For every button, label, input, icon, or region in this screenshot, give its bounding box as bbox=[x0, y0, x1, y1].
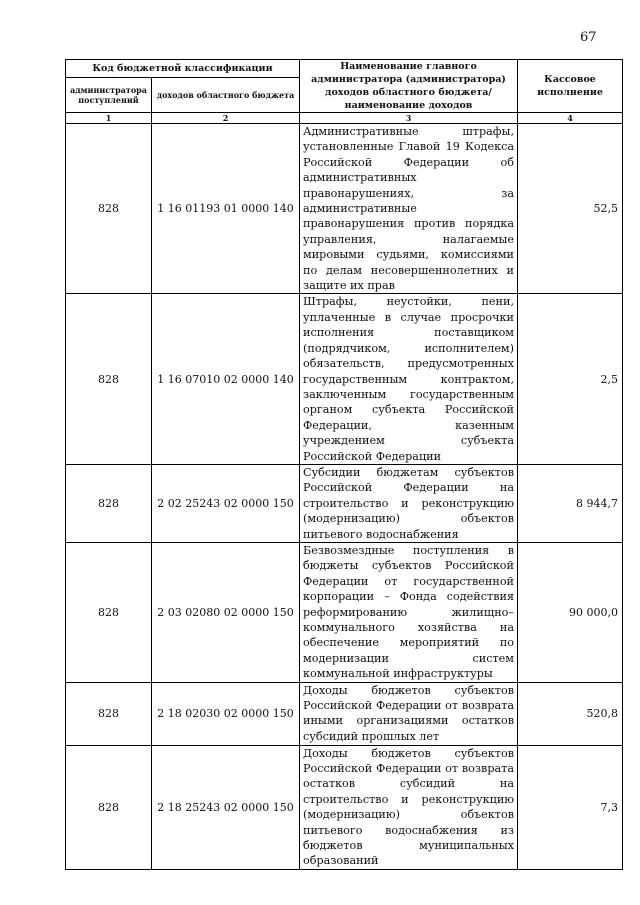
header-num-2: 2 bbox=[152, 113, 300, 124]
header-admin: администратора поступлений bbox=[66, 78, 152, 113]
income-name: Безвозмездные поступления в бюджеты субъектов Российской Федерации от государственной корпорации – Фонда содействия реформированию жилищно–коммунального хозяйства на обеспечение мероприятий по модернизации систем коммунальной инфраструктуры bbox=[300, 542, 518, 682]
header-name: Наименование главного администратора (администратора) доходов областного бюджета/ наименование доходов bbox=[300, 60, 518, 113]
income-code: 1 16 01193 01 0000 140 bbox=[152, 124, 300, 294]
page-number: 67 bbox=[580, 30, 597, 45]
amount: 90 000,0 bbox=[518, 542, 623, 682]
header-num-4: 4 bbox=[518, 113, 623, 124]
income-code: 2 18 02030 02 0000 150 bbox=[152, 682, 300, 745]
income-code: 1 16 07010 02 0000 140 bbox=[152, 294, 300, 464]
amount: 520,8 bbox=[518, 682, 623, 745]
income-code: 2 03 02080 02 0000 150 bbox=[152, 542, 300, 682]
amount: 52,5 bbox=[518, 124, 623, 294]
header-budget-classification: Код бюджетной классификации bbox=[66, 60, 300, 78]
table-row bbox=[66, 682, 623, 745]
header-num-3: 3 bbox=[300, 113, 518, 124]
table-row bbox=[66, 294, 623, 464]
income-name: Административные штрафы, установленные Главой 19 Кодекса Российской Федерации об административных правонарушениях, за административные правонарушения против порядка управления, налагаемые мировыми судьями, комиссиями по делам несовершеннолетних и защите их прав bbox=[300, 124, 518, 294]
table-row bbox=[66, 745, 623, 869]
income-code: 2 18 25243 02 0000 150 bbox=[152, 745, 300, 869]
amount: 7,3 bbox=[518, 745, 623, 869]
admin-code: 828 bbox=[66, 542, 152, 682]
income-name: Доходы бюджетов субъектов Российской Федерации от возврата остатков субсидий на строительство и реконструкцию (модернизацию) объектов питьевого водоснабжения из бюджетов муниципальных образований bbox=[300, 745, 518, 869]
income-code: 2 02 25243 02 0000 150 bbox=[152, 464, 300, 542]
header-income: доходов областного бюджета bbox=[152, 78, 300, 113]
admin-code: 828 bbox=[66, 745, 152, 869]
admin-code: 828 bbox=[66, 464, 152, 542]
income-name: Доходы бюджетов субъектов Российской Федерации от возврата иными организациями остатков субсидий прошлых лет bbox=[300, 682, 518, 745]
admin-code: 828 bbox=[66, 294, 152, 464]
header-cash-execution: Кассовое исполнение bbox=[518, 60, 623, 113]
income-name: Субсидии бюджетам субъектов Российской Федерации на строительство и реконструкцию (модернизацию) объектов питьевого водоснабжения bbox=[300, 464, 518, 542]
table-row bbox=[66, 464, 623, 542]
amount: 2,5 bbox=[518, 294, 623, 464]
budget-table bbox=[65, 59, 623, 870]
income-name: Штрафы, неустойки, пени, уплаченные в случае просрочки исполнения поставщиком (подрядчиком, исполнителем) обязательств, предусмотренных государственным контрактом, заключенным государственным органом субъекта Российской Федерации, казенным учреждением субъекта Российской Федерации bbox=[300, 294, 518, 464]
header-num-1: 1 bbox=[66, 113, 152, 124]
table-row bbox=[66, 542, 623, 682]
amount: 8 944,7 bbox=[518, 464, 623, 542]
table-row bbox=[66, 124, 623, 294]
admin-code: 828 bbox=[66, 682, 152, 745]
admin-code: 828 bbox=[66, 124, 152, 294]
